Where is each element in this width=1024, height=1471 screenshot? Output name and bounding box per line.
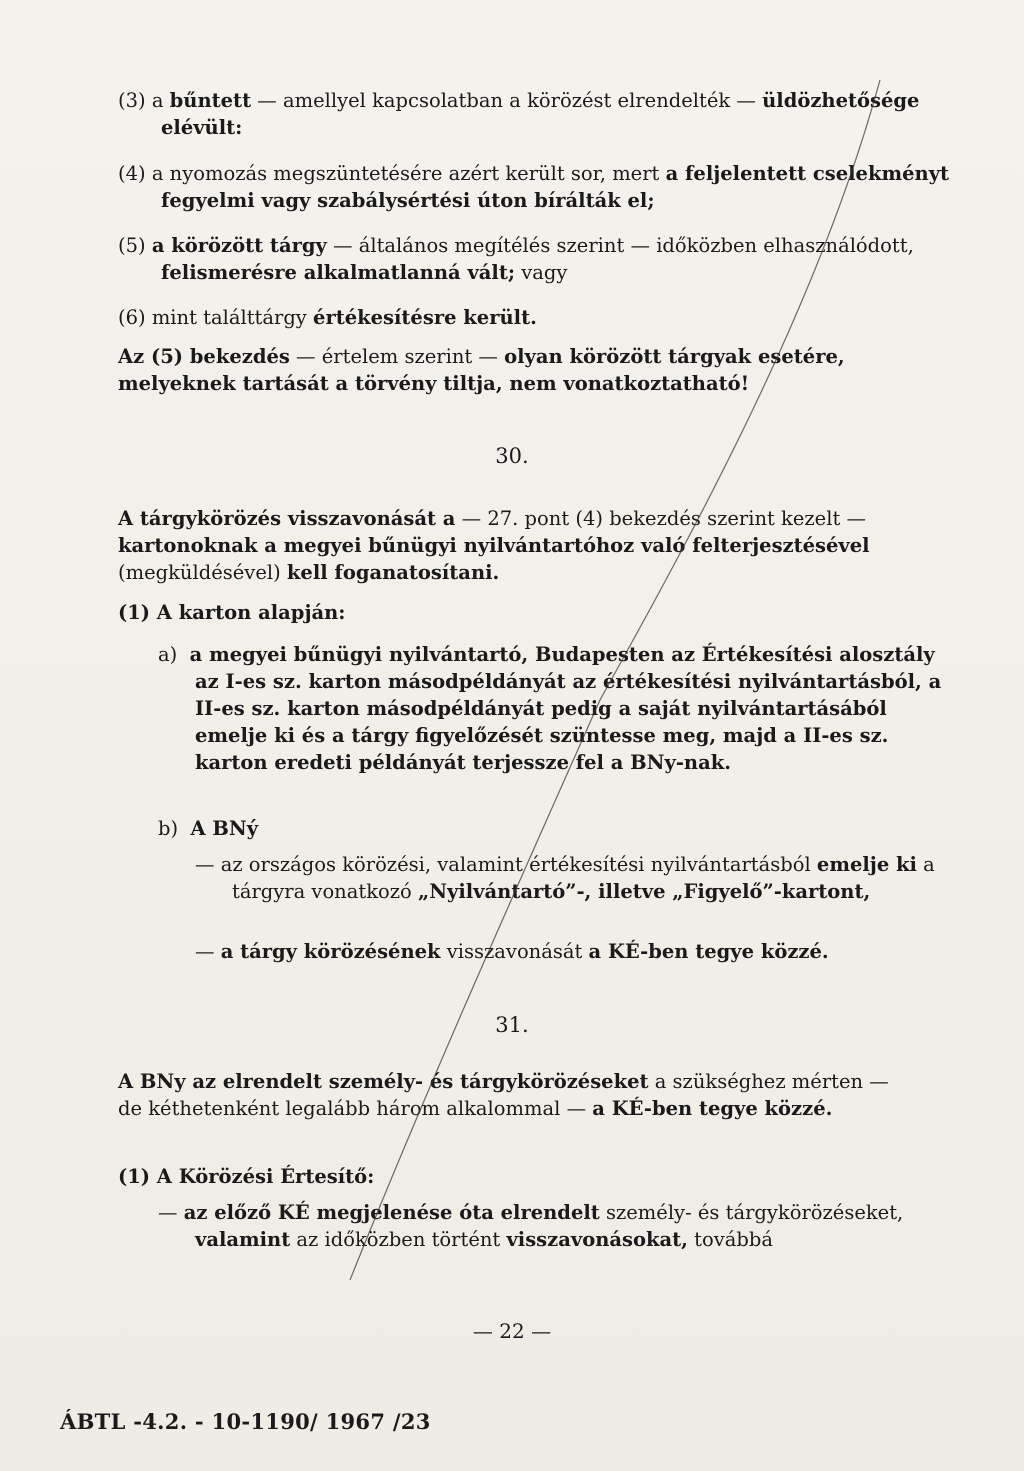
section30-intro bbox=[118, 505, 918, 586]
s31-dash1-bold-2: valamint bbox=[195, 1228, 291, 1251]
item-b-label: b) bbox=[158, 817, 179, 840]
note-bold-1: Az (5) bekezdés bbox=[118, 345, 290, 368]
section30-intro-bold-1: A tárgykörözés visszavonását a bbox=[118, 507, 456, 530]
section30-intro-mid-2: (megküldésével) bbox=[118, 561, 287, 584]
section31-sub-1 bbox=[118, 1163, 918, 1190]
section30-item-b bbox=[158, 815, 955, 842]
dash2-pre: — bbox=[195, 940, 221, 963]
dash2-bold-1: a tárgy körözésének bbox=[220, 940, 441, 963]
section31-sub1-text: (1) A Körözési Értesítő: bbox=[118, 1165, 375, 1188]
item5-post: vagy bbox=[515, 261, 568, 284]
paragraph-item-3 bbox=[118, 87, 961, 141]
section31-dash-1 bbox=[158, 1199, 955, 1253]
section30-intro-bold-3: kell foganatosítani. bbox=[286, 561, 500, 584]
s31-dash1-mid: személy- és tárgykörözéseket, bbox=[599, 1201, 904, 1224]
item3-mid: — amellyel kapcsolatban a körözést elrendelték — bbox=[251, 89, 763, 112]
s31-dash1-post: továbbá bbox=[687, 1228, 773, 1251]
section31-intro-mid: a szükséghez mérten — de kéthetenként legalább három alkalommal — bbox=[118, 1070, 889, 1120]
item6-bold-1: értékesítésre került. bbox=[313, 306, 537, 329]
item4-pre: (4) a nyomozás megszüntetésére azért került sor, mert bbox=[118, 162, 666, 185]
item5-bold-1: a körözött tárgy bbox=[151, 234, 327, 257]
note-paragraph bbox=[118, 343, 918, 397]
item-a-label: a) bbox=[158, 643, 178, 666]
section30-dash-1 bbox=[195, 851, 955, 905]
paragraph-item-4 bbox=[118, 160, 961, 214]
dash1-pre: — az országos körözési, valamint értékesítési nyilvántartásból bbox=[195, 853, 817, 876]
s31-dash1-bold-1: az előző KÉ megjelenése óta elrendelt bbox=[183, 1201, 600, 1224]
section31-intro-bold-2: a KÉ-ben tegye közzé. bbox=[592, 1097, 833, 1120]
section30-sub1-text: (1) A karton alapján: bbox=[118, 601, 346, 624]
section30-intro-bold-2: kartonoknak a megyei bűnügyi nyilvántartóhoz való felterjesztésével bbox=[118, 534, 870, 557]
section-number-30: 30. bbox=[495, 444, 529, 468]
dash1-mid: a tárgyra vonatkozó bbox=[232, 853, 935, 903]
section30-intro-mid: — 27. pont (4) bekezdés szerint kezelt — bbox=[455, 507, 866, 530]
s31-dash1-mid-2: az időközben történt bbox=[290, 1228, 507, 1251]
page-number: — 22 — bbox=[472, 1319, 552, 1343]
item6-pre: (6) mint találttárgy bbox=[118, 306, 314, 329]
section30-item-a bbox=[158, 641, 955, 776]
s31-dash1-pre: — bbox=[158, 1201, 184, 1224]
dash1-bold-2: „Nyilvántartó”-, illetve „Figyelő”-kartont, bbox=[417, 880, 871, 903]
s31-dash1-bold-3: visszavonásokat, bbox=[506, 1228, 688, 1251]
paragraph-item-6 bbox=[118, 304, 918, 331]
note-mid: — értelem szerint — bbox=[289, 345, 505, 368]
item5-bold-2: felismerésre alkalmatlanná vált; bbox=[161, 261, 516, 284]
archive-reference: ÁBTL -4.2. - 10-1190/ 1967 /23 bbox=[60, 1409, 431, 1434]
item5-mid: — általános megítélés szerint — időközben elhasználódott, bbox=[326, 234, 914, 257]
note-bold-2: olyan körözött tárgyak esetére, melyeknek tartását a törvény tiltja, nem vonatkoztatható! bbox=[118, 345, 845, 395]
item3-bold-1: bűntett bbox=[169, 89, 252, 112]
paragraph-item-5 bbox=[118, 232, 961, 286]
section31-intro bbox=[118, 1068, 918, 1122]
section30-sub-1 bbox=[118, 599, 918, 626]
dash2-bold-2: a KÉ-ben tegye közzé. bbox=[588, 940, 829, 963]
item5-pre: (5) bbox=[118, 234, 152, 257]
section30-dash-2 bbox=[195, 938, 955, 965]
item-b-text: A BNý bbox=[190, 817, 259, 840]
dash2-mid: visszavonását bbox=[440, 940, 589, 963]
item-a-text: a megyei bűnügyi nyilvántartó, Budapesten az Értékesítési alosztály az I-es sz. karton másodpéldányát az értékesítési nyilvántartásból, a II-es sz. karton másodpéldányát pedig a saját nyilvántartásából emelje ki és a tárgy figyelőzését szüntesse meg, majd a II-es sz. karton eredeti példányát terjessze fel a BNy-nak. bbox=[189, 643, 942, 774]
item3-bold-2: üldözhetősége elévült: bbox=[161, 89, 920, 139]
item4-bold-1: a feljelentett cselekményt fegyelmi vagy szabálysértési úton bírálták el; bbox=[161, 162, 950, 212]
section31-intro-bold-1: A BNy az elrendelt személy- és tárgykörözéseket bbox=[118, 1070, 649, 1093]
dash1-bold-1: emelje ki bbox=[816, 853, 917, 876]
item3-pre: (3) a bbox=[118, 89, 170, 112]
section-number-31: 31. bbox=[495, 1013, 529, 1037]
